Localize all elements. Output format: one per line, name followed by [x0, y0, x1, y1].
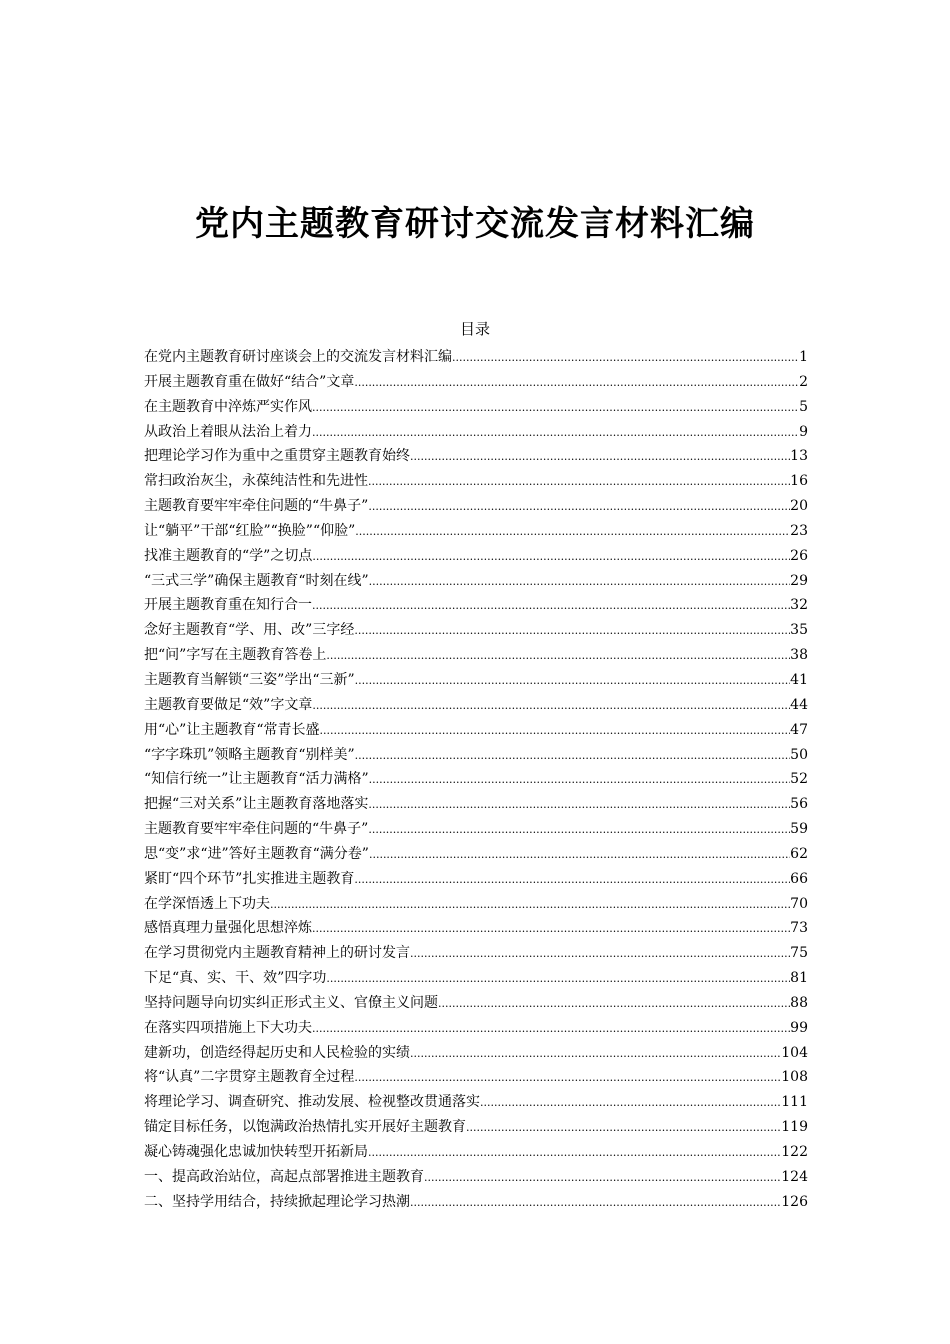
toc-entry-page-number: 9	[799, 423, 808, 440]
toc-entry-title: 凝心铸魂强化忠诚加快转型开拓新局	[144, 1144, 368, 1160]
toc-entry-page-number: 73	[790, 920, 808, 937]
toc-entry-title: 主题教育当解锁“三姿”学出“三新”	[144, 671, 355, 688]
toc-entry[interactable]	[144, 618, 808, 643]
toc-dot-leader	[355, 744, 791, 768]
toc-dot-leader	[369, 570, 791, 594]
toc-entry[interactable]	[144, 544, 808, 569]
toc-entry[interactable]	[144, 792, 808, 817]
toc-entry-title: 紧盯“四个环节”扎实推进主题教育	[144, 870, 355, 887]
toc-entry[interactable]	[144, 941, 808, 966]
toc-heading: 目录	[459, 320, 490, 338]
toc-entry[interactable]	[144, 1016, 808, 1041]
toc-entry-title: 一、提高政治站位，高起点部署推进主题教育	[144, 1168, 424, 1185]
toc-entry-title: 主题教育要牢牢牵住问题的“牛鼻子”	[144, 498, 369, 515]
toc-entry-title: 二、坚持学用结合，持续掀起理论学习热潮	[144, 1193, 410, 1210]
toc-dot-leader	[452, 346, 799, 370]
toc-entry-page-number: 99	[790, 1019, 808, 1036]
toc-dot-leader	[466, 1116, 781, 1140]
toc-entry-page-number: 52	[790, 771, 808, 788]
toc-entry-page-number: 59	[790, 821, 808, 838]
toc-dot-leader	[368, 495, 790, 519]
toc-entry[interactable]	[144, 743, 808, 768]
toc-dot-leader	[480, 1091, 781, 1115]
toc-entry[interactable]	[144, 469, 808, 494]
toc-dot-leader	[312, 594, 790, 618]
toc-entry[interactable]	[144, 668, 808, 693]
table-of-contents	[144, 345, 808, 1215]
toc-entry-page-number: 47	[790, 721, 808, 738]
toc-entry-page-number: 124	[781, 1168, 808, 1185]
toc-entry-page-number: 29	[790, 572, 808, 589]
toc-dot-leader	[368, 818, 790, 842]
toc-entry-title: 将理论学习、调查研究、推动发展、检视整改贯通落实	[144, 1094, 480, 1111]
toc-dot-leader	[355, 669, 791, 693]
toc-entry[interactable]	[144, 1090, 808, 1115]
toc-entry-page-number: 32	[790, 597, 808, 614]
toc-entry-page-number: 81	[790, 970, 808, 987]
toc-dot-leader	[410, 1191, 781, 1215]
toc-dot-leader	[410, 1042, 781, 1066]
toc-entry[interactable]	[144, 593, 808, 618]
toc-entry[interactable]	[144, 916, 808, 941]
toc-entry-title: “知信行统一”让主题教育“活力满格”	[144, 771, 369, 788]
toc-entry-page-number: 2	[799, 373, 808, 390]
toc-dot-leader	[312, 917, 790, 941]
toc-entry[interactable]	[144, 892, 808, 917]
toc-dot-leader	[368, 1141, 781, 1165]
toc-entry[interactable]	[144, 991, 808, 1016]
toc-dot-leader	[319, 719, 790, 743]
toc-entry[interactable]	[144, 1140, 808, 1165]
toc-entry[interactable]	[144, 569, 808, 594]
toc-entry-page-number: 88	[790, 994, 808, 1011]
toc-entry-page-number: 26	[790, 547, 808, 564]
toc-entry-title: 锚定目标任务，以饱满政治热情扎实开展好主题教育	[144, 1119, 466, 1136]
toc-entry-title: 在党内主题教育研讨座谈会上的交流发言材料汇编	[144, 349, 452, 365]
toc-entry-page-number: 108	[781, 1069, 808, 1086]
toc-dot-leader	[354, 371, 799, 395]
toc-entry-page-number: 119	[781, 1119, 808, 1136]
toc-entry-title: 感悟真理力量强化思想淬炼	[144, 920, 312, 937]
toc-dot-leader	[312, 396, 799, 420]
toc-entry[interactable]	[144, 494, 808, 519]
toc-entry-title: 在学习贯彻党内主题教育精神上的研讨发言	[144, 945, 410, 962]
toc-dot-leader	[312, 545, 790, 569]
toc-entry[interactable]	[144, 867, 808, 892]
toc-entry-title: 坚持问题导向切实纠正形式主义、官僚主义问题	[144, 994, 438, 1011]
toc-entry[interactable]	[144, 519, 808, 544]
toc-entry-title: “字字珠玑”领略主题教育“别样美”	[144, 746, 355, 763]
toc-entry-title: “三式三学”确保主题教育“时刻在线”	[144, 572, 369, 589]
toc-entry[interactable]	[144, 1065, 808, 1090]
toc-entry-page-number: 44	[790, 696, 808, 713]
toc-dot-leader	[354, 1066, 781, 1090]
toc-dot-leader	[368, 470, 790, 494]
toc-entry-page-number: 5	[799, 398, 808, 415]
toc-entry-page-number: 41	[790, 671, 808, 688]
toc-dot-leader	[354, 619, 790, 643]
toc-entry[interactable]	[144, 444, 808, 469]
toc-entry-page-number: 126	[781, 1193, 808, 1210]
toc-dot-leader	[368, 793, 790, 817]
toc-entry-title: 从政治上着眼从法治上着力	[144, 423, 312, 440]
toc-entry-page-number: 70	[790, 895, 808, 912]
toc-dot-leader	[326, 967, 790, 991]
toc-dot-leader	[410, 942, 790, 966]
toc-entry-page-number: 35	[790, 622, 808, 639]
toc-entry-title: 主题教育要做足“效”字文章	[144, 696, 313, 713]
toc-dot-leader	[410, 445, 790, 469]
toc-entry-page-number: 1	[799, 349, 808, 365]
toc-entry[interactable]	[144, 370, 808, 395]
toc-dot-leader	[312, 1017, 790, 1041]
toc-entry-title: 开展主题教育重在做好“结合”文章	[144, 373, 355, 390]
toc-dot-leader	[438, 992, 790, 1016]
toc-entry[interactable]	[144, 643, 808, 668]
toc-entry-title: 在落实四项措施上下大功夫	[144, 1019, 312, 1036]
toc-entry-title: 找准主题教育的“学”之切点	[144, 547, 313, 564]
toc-entry[interactable]	[144, 767, 808, 792]
toc-entry-title: 把“问”字写在主题教育答卷上	[144, 647, 327, 664]
toc-dot-leader	[369, 843, 790, 867]
toc-entry-title: 把理论学习作为重中之重贯穿主题教育始终	[144, 448, 410, 465]
toc-dot-leader	[312, 421, 799, 445]
toc-dot-leader	[369, 768, 791, 792]
toc-entry-title: 用“心”让主题教育“常青长盛	[144, 721, 320, 738]
toc-entry-page-number: 56	[790, 796, 808, 813]
toc-entry-title: 在主题教育中淬炼严实作风	[144, 398, 312, 415]
toc-entry-page-number: 75	[790, 945, 808, 962]
toc-entry-page-number: 62	[790, 845, 808, 862]
toc-entry[interactable]	[144, 1041, 808, 1066]
toc-entry-title: 将“认真”二字贯穿主题教育全过程	[144, 1069, 355, 1086]
toc-entry[interactable]	[144, 1190, 808, 1215]
toc-entry-page-number: 20	[790, 498, 808, 515]
toc-entry[interactable]	[144, 1115, 808, 1140]
toc-entry-title: 把握“三对关系”让主题教育落地落实	[144, 796, 369, 813]
toc-entry[interactable]	[144, 420, 808, 445]
toc-entry[interactable]	[144, 1165, 808, 1190]
toc-entry-title: 念好主题教育“学、用、改”三字经	[144, 622, 355, 639]
toc-entry[interactable]	[144, 842, 808, 867]
toc-entry-page-number: 111	[781, 1094, 808, 1111]
toc-dot-leader	[424, 1166, 781, 1190]
toc-entry-title: 让“躺平”干部“红脸”“换脸”“仰脸”	[144, 522, 356, 539]
toc-entry[interactable]	[144, 693, 808, 718]
toc-dot-leader	[312, 694, 790, 718]
toc-entry[interactable]	[144, 817, 808, 842]
toc-entry-title: 下足“真、实、干、效”四字功	[144, 970, 327, 987]
toc-entry-page-number: 16	[790, 473, 808, 490]
toc-entry[interactable]	[144, 966, 808, 991]
toc-dot-leader	[354, 868, 790, 892]
toc-dot-leader	[326, 644, 790, 668]
toc-entry-title: 开展主题教育重在知行合一	[144, 597, 312, 614]
toc-entry-page-number: 122	[781, 1144, 808, 1160]
toc-dot-leader	[355, 520, 790, 544]
toc-entry-page-number: 23	[790, 522, 808, 539]
toc-entry-title: 建新功，创造经得起历史和人民检验的实绩	[144, 1044, 410, 1061]
toc-entry[interactable]	[144, 718, 808, 743]
toc-entry-title: 常扫政治灰尘，永葆纯洁性和先进性	[144, 473, 368, 490]
toc-entry-page-number: 66	[790, 870, 808, 887]
toc-entry-page-number: 38	[790, 647, 808, 664]
toc-entry-page-number: 13	[790, 448, 808, 465]
toc-entry[interactable]	[144, 395, 808, 420]
toc-entry[interactable]	[144, 345, 808, 370]
toc-entry-title: 主题教育要牢牢牵住问题的“牛鼻子”	[144, 821, 369, 838]
toc-entry-page-number: 50	[790, 746, 808, 763]
document-title: 党内主题教育研讨交流发言材料汇编	[195, 204, 755, 244]
toc-entry-title: 思“变”求“进”答好主题教育“满分卷”	[144, 845, 369, 862]
toc-entry-page-number: 104	[781, 1044, 808, 1061]
toc-entry-title: 在学深悟透上下功夫	[144, 895, 270, 912]
toc-dot-leader	[270, 893, 790, 917]
